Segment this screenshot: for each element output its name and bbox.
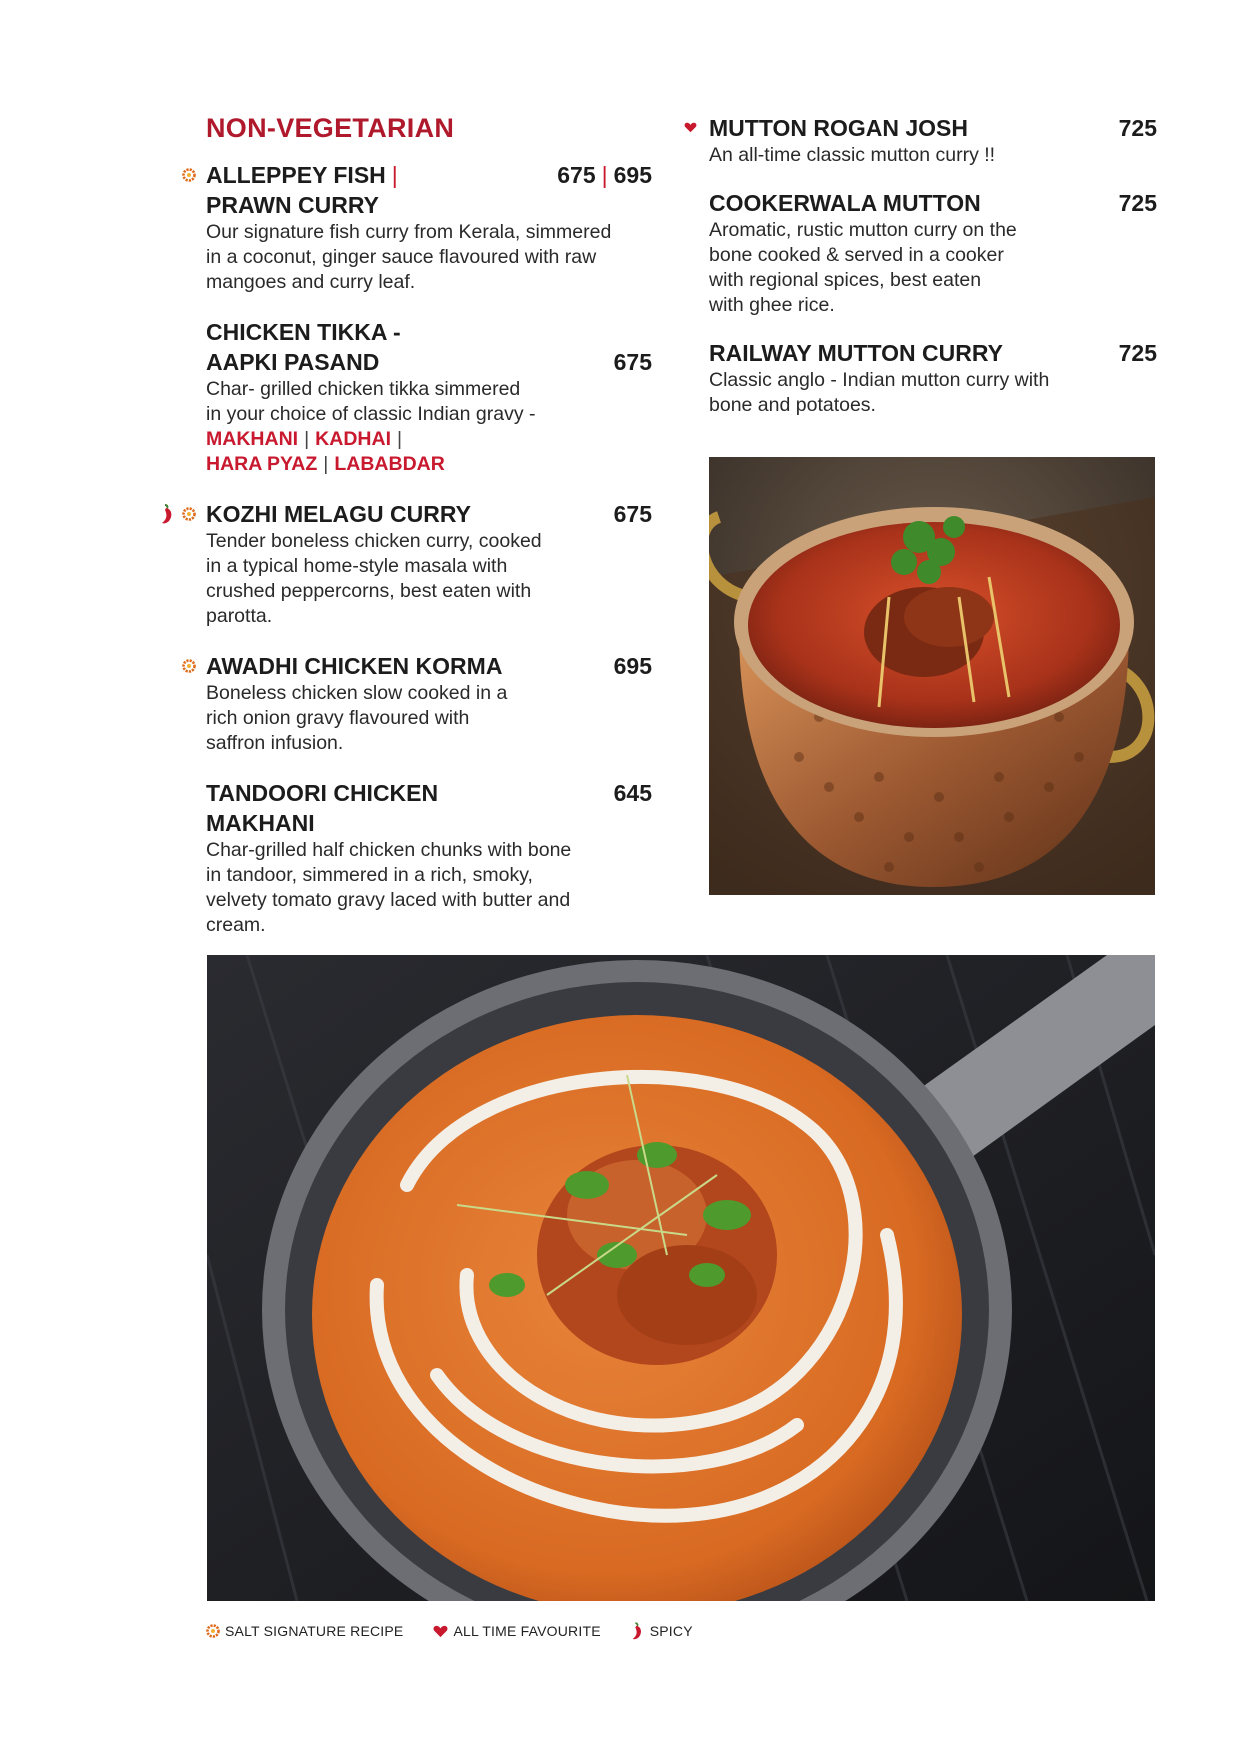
item-name-line2: PRAWN CURRY [206, 192, 379, 218]
menu-item-railway-mutton [709, 338, 1157, 418]
gravy-options: MAKHANI | KADHAI | HARA PYAZ | LABABDAR [206, 428, 445, 475]
option-kadhai: KADHAI [315, 428, 391, 450]
item-name-line1: AWADHI CHICKEN KORMA [206, 653, 503, 679]
item-name [709, 188, 1157, 218]
legend-signature-label: SALT SIGNATURE RECIPE [225, 1623, 404, 1639]
option-hara-pyaz: HARA PYAZ [206, 453, 318, 475]
signature-flower-icon [182, 659, 196, 673]
item-name-line1: MUTTON ROGAN JOSH [709, 115, 968, 141]
item-price: 725 [1118, 340, 1157, 366]
item-name-line2: AAPKI PASAND [206, 349, 380, 375]
menu-item-alleppey-fish [206, 160, 652, 295]
item-name [709, 338, 1157, 368]
chili-icon [631, 1621, 645, 1641]
signature-flower-icon [182, 168, 196, 182]
item-description: Char-grilled half chicken chunks with bone in tandoor, simmered in a rich, smoky, velvety tomato gravy laced with butter and cream. [206, 839, 572, 936]
heart-icon [684, 122, 697, 133]
item-name-line1: COOKERWALA MUTTON [709, 190, 981, 216]
item-description: Tender boneless chicken curry, cooked in a typical home-style masala with crushed peppercorns, best eaten with parotta. [206, 530, 542, 627]
menu-column-left [206, 160, 652, 962]
item-name-line1: CHICKEN TIKKA - [206, 319, 401, 345]
item-price: 695 [613, 653, 652, 679]
price-fish: 675 [557, 162, 596, 188]
menu-item-chicken-tikka [206, 317, 652, 477]
item-name [206, 778, 652, 838]
item-price [557, 160, 652, 190]
item-price: 675 [613, 349, 652, 375]
separator: | [391, 162, 398, 188]
item-description: Our signature fish curry from Kerala, simmered in a coconut, ginger sauce flavoured with raw mangoes and curry leaf. [206, 221, 612, 293]
item-description: Boneless chicken slow cooked in a rich onion gravy flavoured with saffron infusion. [206, 682, 508, 754]
option-lababdar: LABABDAR [334, 453, 445, 475]
price-prawn: 695 [613, 162, 652, 188]
item-name [206, 499, 652, 529]
legend-favourite-label: ALL TIME FAVOURITE [453, 1623, 601, 1639]
menu-item-tandoori-makhani [206, 778, 652, 938]
legend-favourite [433, 1623, 600, 1639]
item-price: 675 [613, 501, 652, 527]
legend-signature [206, 1623, 403, 1639]
item-name [206, 651, 652, 681]
option-makhani: MAKHANI [206, 428, 299, 450]
section-title: NON-VEGETARIAN [206, 113, 455, 143]
legend-spicy-label: SPICY [649, 1623, 693, 1639]
item-name [709, 113, 1157, 143]
item-price: 725 [1118, 115, 1157, 141]
item-description: An all-time classic mutton curry !! [709, 144, 996, 166]
legend-spicy [631, 1621, 693, 1641]
item-description: Char- grilled chicken tikka simmered in your choice of classic Indian gravy - [206, 378, 536, 425]
item-description: Aromatic, rustic mutton curry on the bone cooked & served in a cooker with regional spices, best eaten with ghee rice. [709, 219, 1017, 316]
menu-item-awadhi-korma [206, 651, 652, 756]
item-name-line1: ALLEPPEY FISH [206, 162, 386, 188]
separator: | [601, 162, 608, 188]
mutton-curry-photo [709, 457, 1155, 895]
chicken-makhani-photo [207, 955, 1155, 1601]
menu-item-cookerwala-mutton [709, 188, 1157, 318]
item-price: 725 [1118, 190, 1157, 216]
item-name [206, 317, 652, 377]
menu-column-right [709, 113, 1157, 442]
signature-flower-icon [182, 507, 196, 521]
item-name-line1: TANDOORI CHICKEN MAKHANI [206, 780, 439, 836]
chili-icon [160, 503, 176, 525]
item-description: Classic anglo - Indian mutton curry with bone and potatoes. [709, 369, 1050, 416]
item-price: 645 [613, 780, 652, 806]
heart-icon [433, 1625, 448, 1638]
menu-item-mutton-rogan-josh [709, 113, 1157, 168]
item-name [206, 160, 652, 220]
signature-flower-icon [206, 1624, 220, 1638]
item-name-line1: RAILWAY MUTTON CURRY [709, 340, 1003, 366]
item-name-line1: KOZHI MELAGU CURRY [206, 501, 471, 527]
legend [206, 1621, 693, 1641]
menu-item-kozhi-melagu [206, 499, 652, 629]
